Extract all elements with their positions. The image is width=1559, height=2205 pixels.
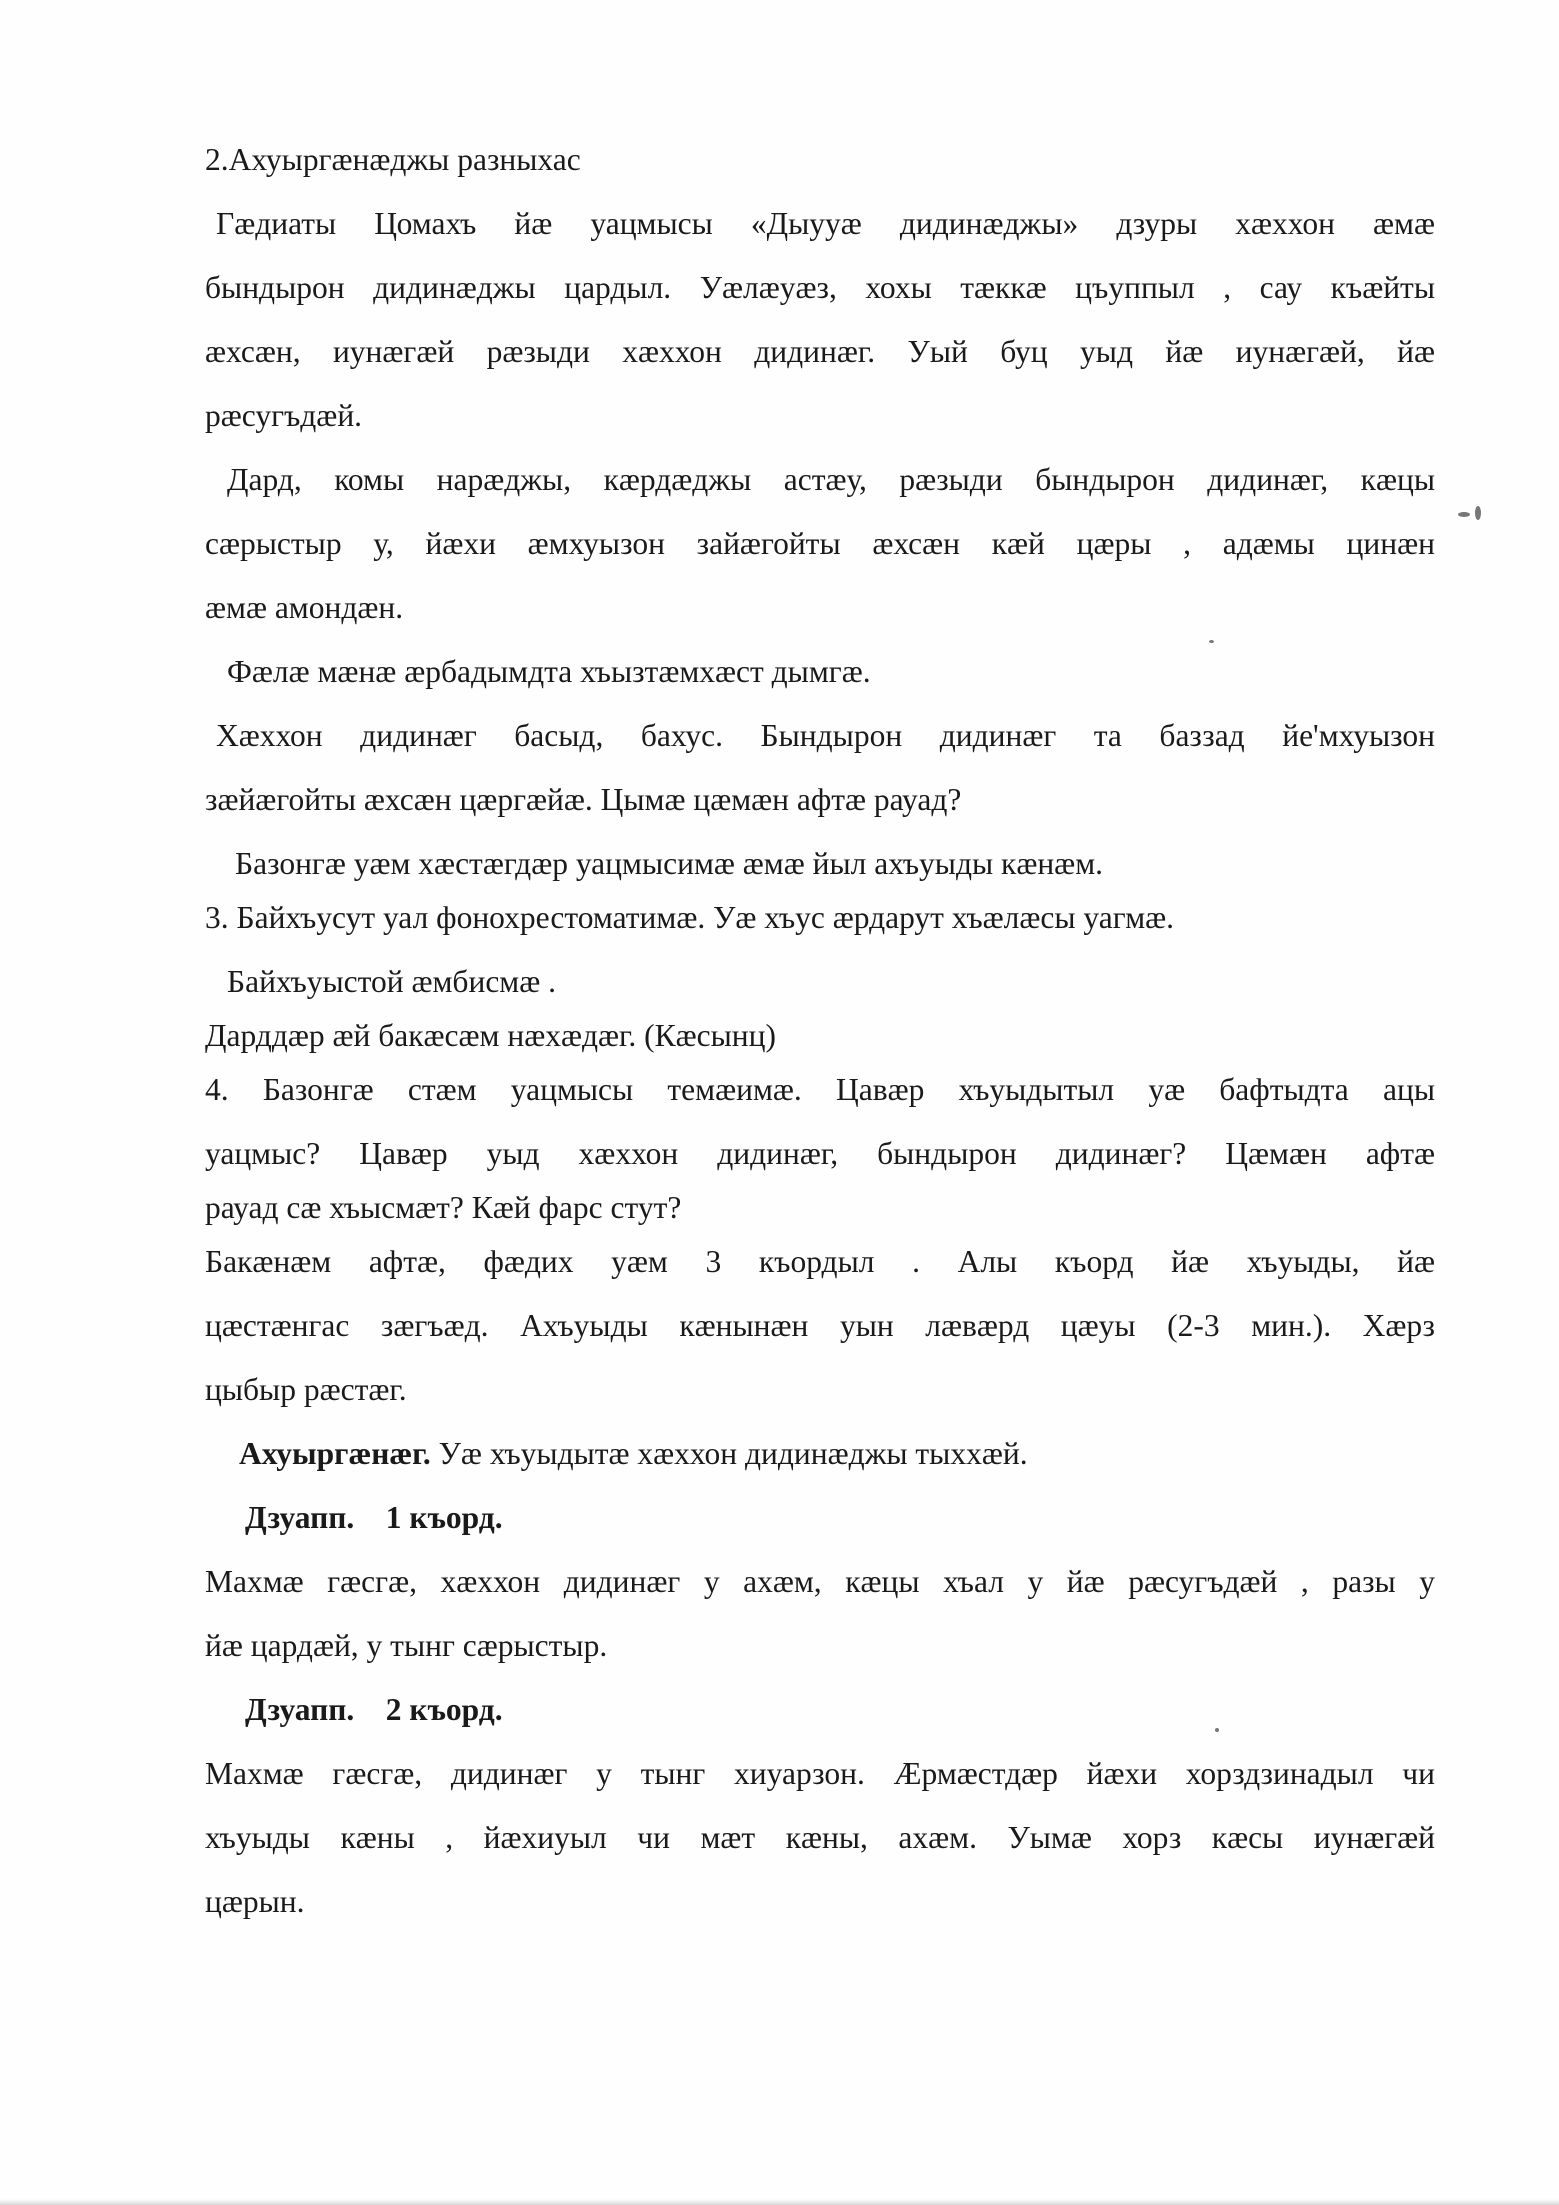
answer-heading bbox=[205, 1683, 1435, 1737]
group-label: 1 къорд. bbox=[385, 1500, 503, 1535]
scan-speck bbox=[1209, 640, 1214, 643]
paragraph-line: Гæдиаты Цомахъ йæ уацмысы «Дыууæ дидинæджы» дзуры хæххон æмæ bbox=[216, 206, 1435, 241]
paragraph-line: Дарддæр æй бакæсæм нæхæдæг. (Кæсынц) bbox=[205, 1018, 776, 1053]
paragraph-line: Дард, комы нарæджы, кæрдæджы астæу, рæзыди бындырон дидинæг, кæцы bbox=[227, 462, 1435, 497]
numbered-item: 3. Байхъусут уал фонохрестоматимæ. Уæ хъус æрдарут хъæлæсы уагмæ. bbox=[205, 900, 1175, 935]
speaker-text: Уæ хъуыдытæ хæххон дидинæджы тыххæй. bbox=[438, 1436, 1028, 1471]
paragraph-line: æхсæн, иунæгæй рæзыди хæххон дидинæг. Уый буц уыд йæ иунæгæй, йæ bbox=[205, 334, 1435, 369]
speaker-label: Ахуыргæнæг. bbox=[239, 1436, 431, 1471]
paragraph-line: рауад сæ хъысмæт? Кæй фарс стут? bbox=[205, 1190, 682, 1225]
answer-label: Дзуапп. bbox=[245, 1692, 355, 1727]
teacher-line bbox=[205, 1427, 1435, 1481]
scan-speck bbox=[1475, 506, 1481, 520]
paragraph-line: цыбыр рæстæг. bbox=[205, 1372, 407, 1407]
paragraph-line: цæстæнгас зæгъæд. Ахъуыды кæнынæн уын лæвæрд цæуы (2-3 мин.). Хæрз bbox=[205, 1308, 1435, 1343]
paragraph-line: сæрыстыр у, йæхи æмхуызон зайæгойты æхсæн кæй цæры , адæмы цинæн bbox=[205, 526, 1435, 561]
paragraph-line: рæсугъдæй. bbox=[205, 398, 363, 433]
answer-label: Дзуапп. bbox=[245, 1500, 355, 1535]
paragraph-line: Фæлæ мæнæ æрбадымдта хъызтæмхæст дымгæ. bbox=[227, 654, 871, 689]
paragraph-line: йæ цардæй, у тынг сæрыстыр. bbox=[205, 1628, 608, 1663]
paragraph-line: бындырон дидинæджы цардыл. Уæлæуæз, хохы тæккæ цъуппыл , сау къæйты bbox=[205, 270, 1435, 305]
answer-heading bbox=[205, 1491, 1435, 1545]
paragraph-line: цæрын. bbox=[205, 1884, 305, 1919]
paragraph-line: зæйæгойты æхсæн цæргæйæ. Цымæ цæмæн афтæ рауад? bbox=[205, 782, 962, 817]
scan-speck bbox=[1215, 1728, 1219, 1732]
paragraph-line: уацмыс? Цавæр уыд хæххон дидинæг, бындырон дидинæг? Цæмæн афтæ bbox=[205, 1136, 1435, 1171]
paragraph-line: Махмæ гæсгæ, дидинæг у тынг хиуарзон. Æрмæстдæр йæхи хорздзинадыл чи bbox=[205, 1756, 1435, 1791]
paragraph-line: Хæххон дидинæг басыд, бахус. Бындырон дидинæг та баззад йе'мхуызон bbox=[216, 718, 1435, 753]
paragraph-line: Базонгæ уæм хæстæгдæр уацмысимæ æмæ йыл ахъуыды кæнæм. bbox=[235, 846, 1104, 881]
numbered-item: 4. Базонгæ стæм уацмысы темæимæ. Цавæр хъуыдытыл уæ бафтыдта ацы bbox=[205, 1072, 1435, 1107]
paragraph-line: Бакæнæм афтæ, фæдих уæм 3 къордыл . Алы къорд йæ хъуыды, йæ bbox=[205, 1244, 1435, 1279]
scan-edge bbox=[0, 2199, 1559, 2205]
scan-speck bbox=[1458, 512, 1470, 517]
section-heading: 2.Ахуыргæнæджы разныхас bbox=[205, 142, 581, 177]
paragraph-line: æмæ амондæн. bbox=[205, 590, 404, 625]
paragraph-line: хъуыды кæны , йæхиуыл чи мæт кæны, ахæм. Уымæ хорз кæсы иунæгæй bbox=[205, 1820, 1435, 1855]
paragraph-line: Байхъуыстой æмбисмæ . bbox=[227, 964, 556, 999]
document-body bbox=[205, 133, 1435, 1929]
group-label: 2 къорд. bbox=[385, 1692, 503, 1727]
paragraph-line: Махмæ гæсгæ, хæххон дидинæг у ахæм, кæцы хъал у йæ рæсугъдæй , разы у bbox=[205, 1564, 1435, 1599]
